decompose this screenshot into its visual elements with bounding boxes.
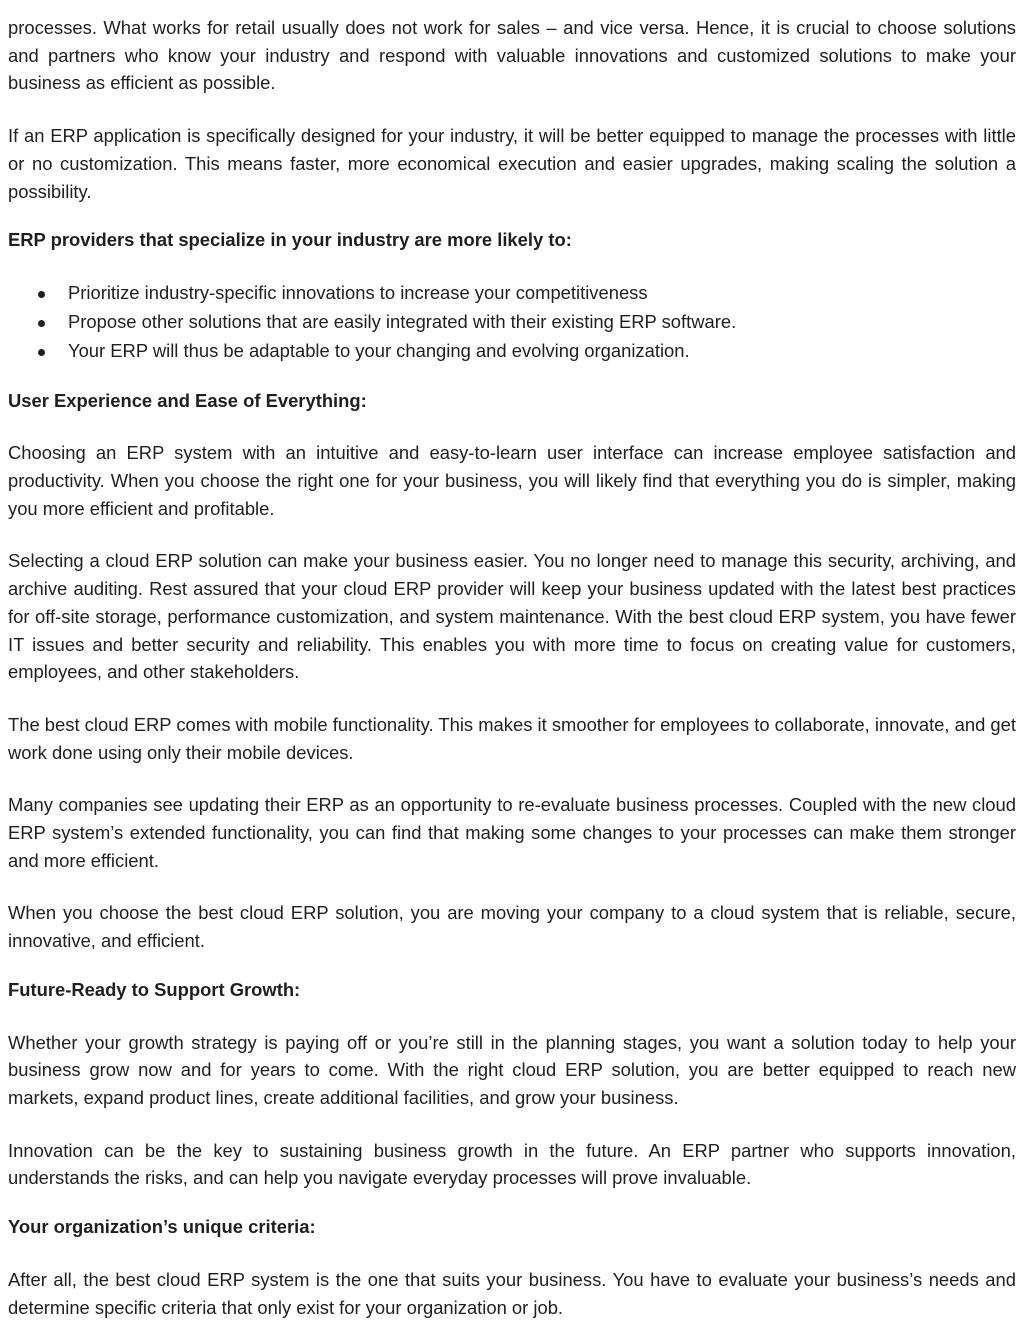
section-heading: Your organization’s unique criteria:	[8, 1216, 316, 1238]
body-paragraph: The best cloud ERP comes with mobile functionality. This makes it smoother for employees to collaborate, innovate, and get work done using only their mobile devices.	[8, 713, 1016, 763]
body-paragraph: After all, the best cloud ERP system is the one that suits your business. You have to evaluate your business’s needs and determine specific criteria that only exist for your organization or job.	[8, 1268, 1016, 1318]
section-heading: Future-Ready to Support Growth:	[8, 978, 301, 1000]
bullet-icon	[38, 349, 45, 356]
body-paragraph: Whether your growth strategy is paying off or you’re still in the planning stages, you want a solution today to help your business grow now and for years to come. With the right cloud ERP solution, you are better equipped to reach new markets, expand product lines, create additional facilities, and grow your business.	[8, 1031, 1016, 1108]
list-item	[8, 279, 1016, 308]
bullet-icon	[38, 320, 45, 327]
bullet-icon	[38, 291, 45, 298]
body-paragraph: processes. What works for retail usually does not work for sales – and vice versa. Hence, it is crucial to choose solutions and partners who know your industry and respond with valuable innovations and customized solutions to make your business as efficient as possible.	[8, 17, 1016, 94]
body-paragraph: Selecting a cloud ERP solution can make your business easier. You no longer need to manage this security, archiving, and archive auditing. Rest assured that your cloud ERP provider will keep your business updated with the latest best practices for off-site storage, performance customization, and system maintenance. With the best cloud ERP system, you have fewer IT issues and better security and reliability. This enables you with more time to focus on creating value for customers, employees, and other stakeholders.	[8, 550, 1016, 683]
list-item-text: Your ERP will thus be adaptable to your changing and evolving organization.	[68, 339, 690, 361]
bullet-list	[8, 279, 1016, 366]
list-item	[8, 308, 1016, 337]
list-item	[8, 337, 1016, 366]
list-item-text: Prioritize industry-specific innovations to increase your competitiveness	[68, 281, 648, 303]
list-item-text: Propose other solutions that are easily integrated with their existing ERP software.	[68, 310, 737, 332]
body-paragraph: If an ERP application is specifically designed for your industry, it will be better equipped to manage the processes with little or no customization. This means faster, more economical execution and easier upgrades, making scaling the solution a possibility.	[8, 125, 1016, 202]
body-paragraph: Choosing an ERP system with an intuitive and easy-to-learn user interface can increase employee satisfaction and productivity. When you choose the right one for your business, you will likely find that everything you do is simpler, making you more efficient and profitable.	[8, 442, 1016, 519]
body-paragraph: Innovation can be the key to sustaining business growth in the future. An ERP partner who supports innovation, understands the risks, and can help you navigate everyday processes will prove invaluable.	[8, 1139, 1016, 1189]
body-paragraph: When you choose the best cloud ERP solution, you are moving your company to a cloud system that is reliable, secure, innovative, and efficient.	[8, 902, 1016, 952]
section-heading: User Experience and Ease of Everything:	[8, 389, 367, 411]
section-heading: ERP providers that specialize in your industry are more likely to:	[8, 229, 572, 251]
body-paragraph: Many companies see updating their ERP as an opportunity to re-evaluate business processes. Coupled with the new cloud ERP system’s extended functionality, you can find that making some changes to your processes can make them stronger and more efficient.	[8, 794, 1016, 871]
